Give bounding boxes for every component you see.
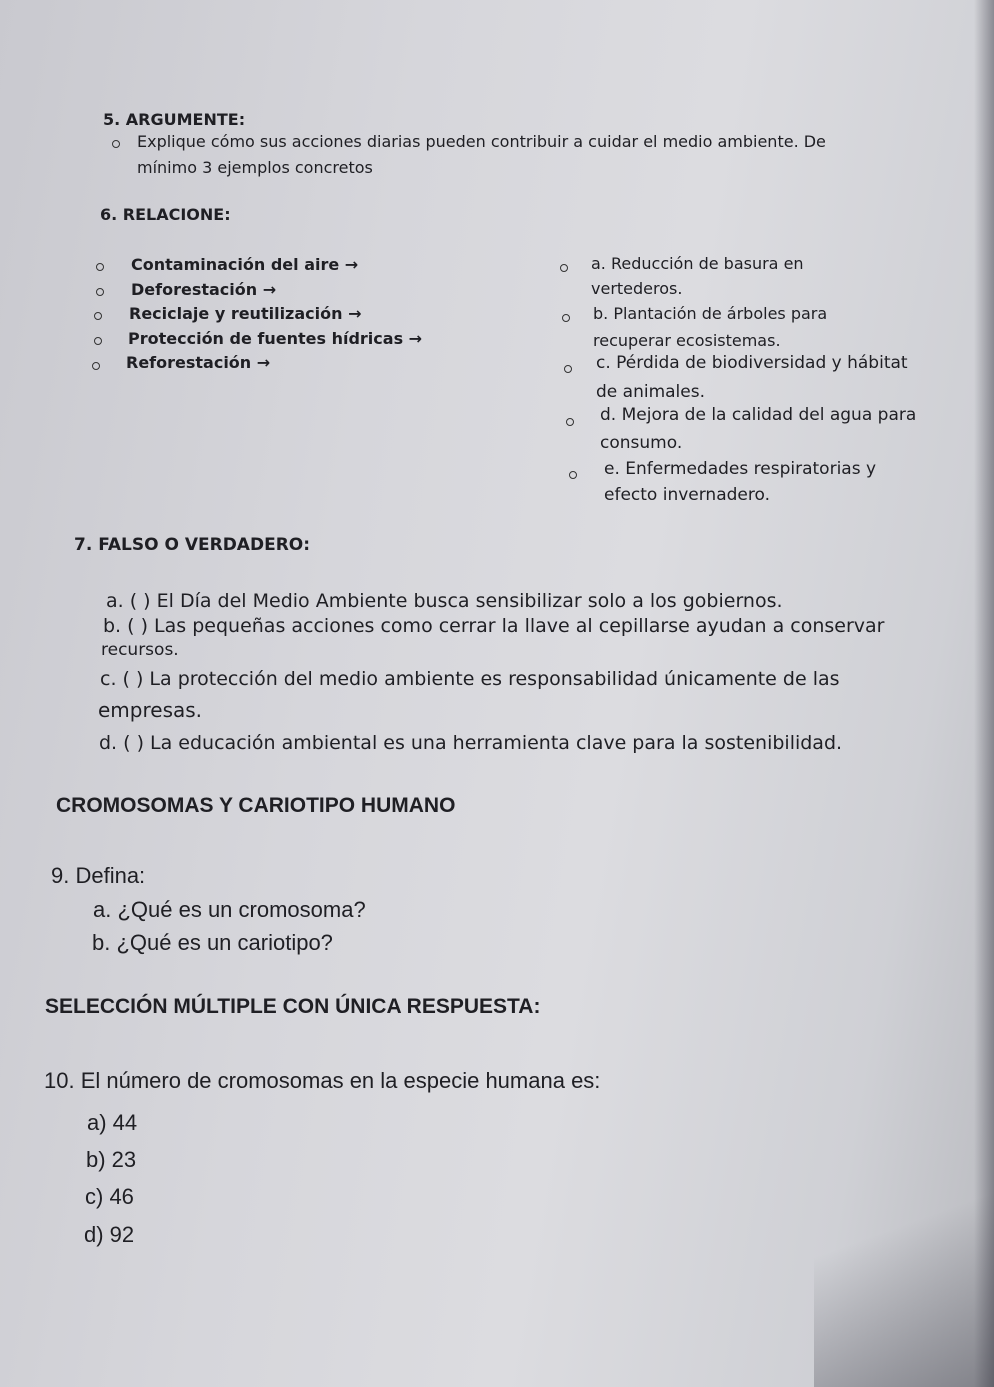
q10-option: b) 23 (86, 1147, 137, 1172)
q10-option: d) 92 (84, 1222, 135, 1247)
bullet-icon (112, 140, 120, 148)
q9-item-b: b. ¿Qué es un cariotipo? (92, 930, 333, 955)
section-heading-cromosomas: CROMOSOMAS Y CARIOTIPO HUMANO (56, 794, 456, 817)
section-heading-seleccion: SELECCIÓN MÚLTIPLE CON ÚNICA RESPUESTA: (45, 995, 541, 1018)
q6-right-item: b. Plantación de árboles para (593, 304, 828, 323)
q6-left-item: Contaminación del aire → (131, 255, 359, 274)
q6-left-item: Reciclaje y reutilización → (129, 304, 362, 323)
q7-statement-d: d. ( ) La educación ambiental es una herramienta clave para la sostenibilidad. (99, 732, 843, 754)
bullet-icon (96, 263, 104, 271)
q6-left-item: Deforestación → (131, 280, 277, 299)
q7-statement-c-line2: empresas. (98, 698, 203, 722)
q6-right-item: c. Pérdida de biodiversidad y hábitat (596, 353, 908, 373)
q6-title: 6. RELACIONE: (100, 205, 231, 224)
q10-option: c) 46 (85, 1184, 134, 1209)
q7-statement-c-line1: c. ( ) La protección del medio ambiente es responsabilidad únicamente de las (100, 668, 840, 690)
q7-statement-b-line1: b. ( ) Las pequeñas acciones como cerrar la llave al cepillarse ayudan a conservar (103, 615, 885, 637)
bullet-icon (560, 264, 568, 272)
q6-right-item: d. Mejora de la calidad del agua para (600, 405, 917, 425)
q5-title: 5. ARGUMENTE: (103, 110, 246, 129)
page-corner-shadow (814, 1127, 994, 1387)
q7-statement-a: a. ( ) El Día del Medio Ambiente busca sensibilizar solo a los gobiernos. (106, 590, 783, 612)
bullet-icon (569, 471, 577, 479)
q6-right-item: e. Enfermedades respiratorias y (604, 459, 877, 479)
q7-statement-b-line2: recursos. (101, 640, 179, 660)
q6-right-item: consumo. (600, 433, 683, 453)
q10-title: 10. El número de cromosomas en la especie humana es: (44, 1068, 601, 1093)
q6-right-item: vertederos. (591, 279, 683, 298)
q5-text-line1: Explique cómo sus acciones diarias pueden contribuir a cuidar el medio ambiente. De (137, 132, 826, 151)
q7-title: 7. FALSO O VERDADERO: (74, 535, 311, 555)
q6-left-item: Protección de fuentes hídricas → (128, 329, 423, 348)
q6-right-item: a. Reducción de basura en (591, 254, 804, 273)
bullet-icon (94, 337, 102, 345)
q10-option: a) 44 (87, 1110, 138, 1135)
q6-left-item: Reforestación → (126, 353, 271, 372)
q9-item-a: a. ¿Qué es un cromosoma? (93, 897, 366, 922)
bullet-icon (96, 288, 104, 296)
q6-right-item: efecto invernadero. (604, 485, 770, 505)
q6-right-item: recuperar ecosistemas. (593, 331, 781, 350)
bullet-icon (562, 314, 570, 322)
bullet-icon (92, 362, 100, 370)
bullet-icon (566, 418, 574, 426)
bullet-icon (564, 365, 572, 373)
bullet-icon (94, 312, 102, 320)
q9-title: 9. Defina: (51, 863, 146, 888)
q6-right-item: de animales. (596, 382, 705, 402)
q5-text-line2: mínimo 3 ejemplos concretos (137, 158, 373, 177)
